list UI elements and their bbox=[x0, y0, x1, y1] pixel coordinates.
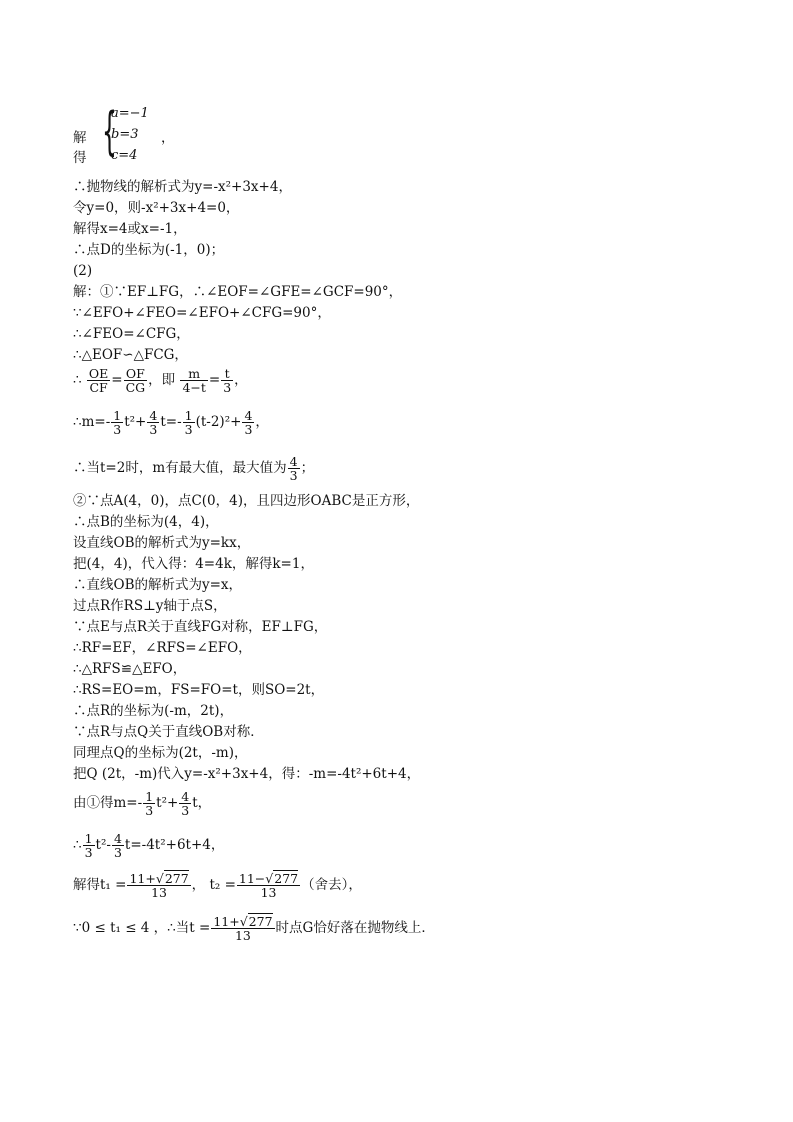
solution-line: 解得t₁ = $\frac{11+√277}{13}$ ， t₂ = $\frac{11-√277}{13}$ （舍去）， bbox=[73, 871, 362, 901]
part-label: (2) bbox=[73, 263, 93, 279]
text-line: ∴RS=EO=m，FS=FO=t，则SO=2t， bbox=[73, 682, 325, 698]
system-row-c: c=4 bbox=[111, 148, 138, 163]
fraction: $\frac{OE}{CF}$ bbox=[88, 366, 109, 396]
fraction: $\frac{1}{3}$ bbox=[84, 831, 93, 861]
fraction: $\frac{1}{3}$ bbox=[184, 408, 193, 438]
text-line: 把(4，4)，代入得：4=4k，解得k=1， bbox=[73, 556, 314, 572]
text-line: 解：①∵EF⊥FG，∴∠EOF=∠GFE=∠GCF=90°， bbox=[73, 284, 403, 300]
substitution-line: 由①得m=- $\frac{1}{3}$ t²+ $\frac{4}{3}$ t， bbox=[73, 789, 212, 819]
fraction: $\frac{11-√277}{13}$ bbox=[238, 871, 299, 901]
system-tail: ， bbox=[161, 130, 175, 146]
fraction: $\frac{t}{3}$ bbox=[223, 366, 232, 396]
fraction: $\frac{1}{3}$ bbox=[145, 789, 154, 819]
sqrt-icon: √ bbox=[155, 871, 164, 886]
left-brace-icon: { bbox=[102, 102, 117, 162]
sqrt-icon: √ bbox=[265, 871, 274, 886]
text-line: 把Q (2t，-m)代入y=-x²+3x+4，得：-m=-4t²+6t+4， bbox=[73, 766, 421, 782]
fraction: $\frac{OF}{CG}$ bbox=[125, 366, 146, 396]
fraction: $\frac{11+√277}{13}$ bbox=[129, 871, 189, 901]
fraction: $\frac{1}{3}$ bbox=[113, 408, 122, 438]
fraction: $\frac{4}{3}$ bbox=[244, 408, 253, 438]
text-line: 同理点Q的坐标为(2t，-m)， bbox=[73, 745, 248, 761]
text-line: ∴∠FEO=∠CFG， bbox=[73, 326, 190, 342]
fraction: $\frac{4}{3}$ bbox=[289, 454, 298, 484]
system-row-b: b=3 bbox=[111, 127, 139, 142]
equation-line: ∴ $\frac{1}{3}$ t²- $\frac{4}{3}$ t=-4t²+6t+4， bbox=[73, 831, 225, 861]
m-expression-line: ∴m=- $\frac{1}{3}$ t²+ $\frac{4}{3}$ t=- $\frac{1}{3}$ (t-2)²+ $\frac{4}{3}$ ， bbox=[73, 408, 269, 438]
text-line: ∵∠EFO+∠FEO=∠EFO+∠CFG=90°， bbox=[73, 305, 331, 321]
ratio-line: ∴ $\frac{OE}{CF}$ = $\frac{OF}{CG}$ ，即 $\frac{m}{4-t}$ = $\frac{t}{3}$ ， bbox=[73, 366, 248, 396]
text-line: 解得x=4或x=-1， bbox=[73, 221, 187, 237]
text-line: ∴点B的坐标为(4，4)， bbox=[73, 514, 219, 530]
system-label: 解得 bbox=[73, 130, 87, 166]
text-line: ∵点E与点R关于直线FG对称，EF⊥FG， bbox=[73, 619, 328, 635]
text-line: 令y=0，则-x²+3x+4=0， bbox=[73, 200, 240, 216]
text-line: ∵点R与点Q关于直线OB对称． bbox=[73, 724, 264, 740]
text-line: ∴△RFS≌△EFO， bbox=[73, 661, 187, 677]
text-line: ∴点R的坐标为(-m，2t)， bbox=[73, 703, 234, 719]
fraction: $\frac{11+√277}{13}$ bbox=[213, 914, 273, 944]
text-line: 过点R作RS⊥y轴于点S， bbox=[73, 598, 227, 614]
text-line: ②∵点A(4，0)，点C(0，4)，且四边形OABC是正方形， bbox=[73, 493, 420, 509]
system-row-a: a=−1 bbox=[111, 106, 149, 121]
text-line: ∴直线OB的解析式为y=x， bbox=[73, 577, 243, 593]
fraction: $\frac{4}{3}$ bbox=[181, 789, 190, 819]
conclusion-line: ∵0 ≤ t₁ ≤ 4 ，∴当t = $\frac{11+√277}{13}$ 时点G恰好落在抛物线上． bbox=[73, 914, 435, 944]
fraction: $\frac{4}{3}$ bbox=[149, 408, 158, 438]
text-line: ∴抛物线的解析式为y=-x²+3x+4， bbox=[73, 179, 292, 195]
sqrt-icon: √ bbox=[239, 914, 248, 929]
fraction: $\frac{4}{3}$ bbox=[113, 831, 122, 861]
text-line: ∴△EOF∽△FCG， bbox=[73, 347, 188, 363]
fraction: $\frac{m}{4-t}$ bbox=[182, 366, 206, 396]
max-value-line: ∴当t=2时，m有最大值，最大值为 $\frac{4}{3}$ ； bbox=[73, 454, 315, 484]
text-line: ∴RF=EF，∠RFS=∠EFO， bbox=[73, 640, 252, 656]
text-line: 设直线OB的解析式为y=kx， bbox=[73, 535, 251, 551]
text-line: ∴点D的坐标为(-1，0)； bbox=[73, 242, 225, 258]
